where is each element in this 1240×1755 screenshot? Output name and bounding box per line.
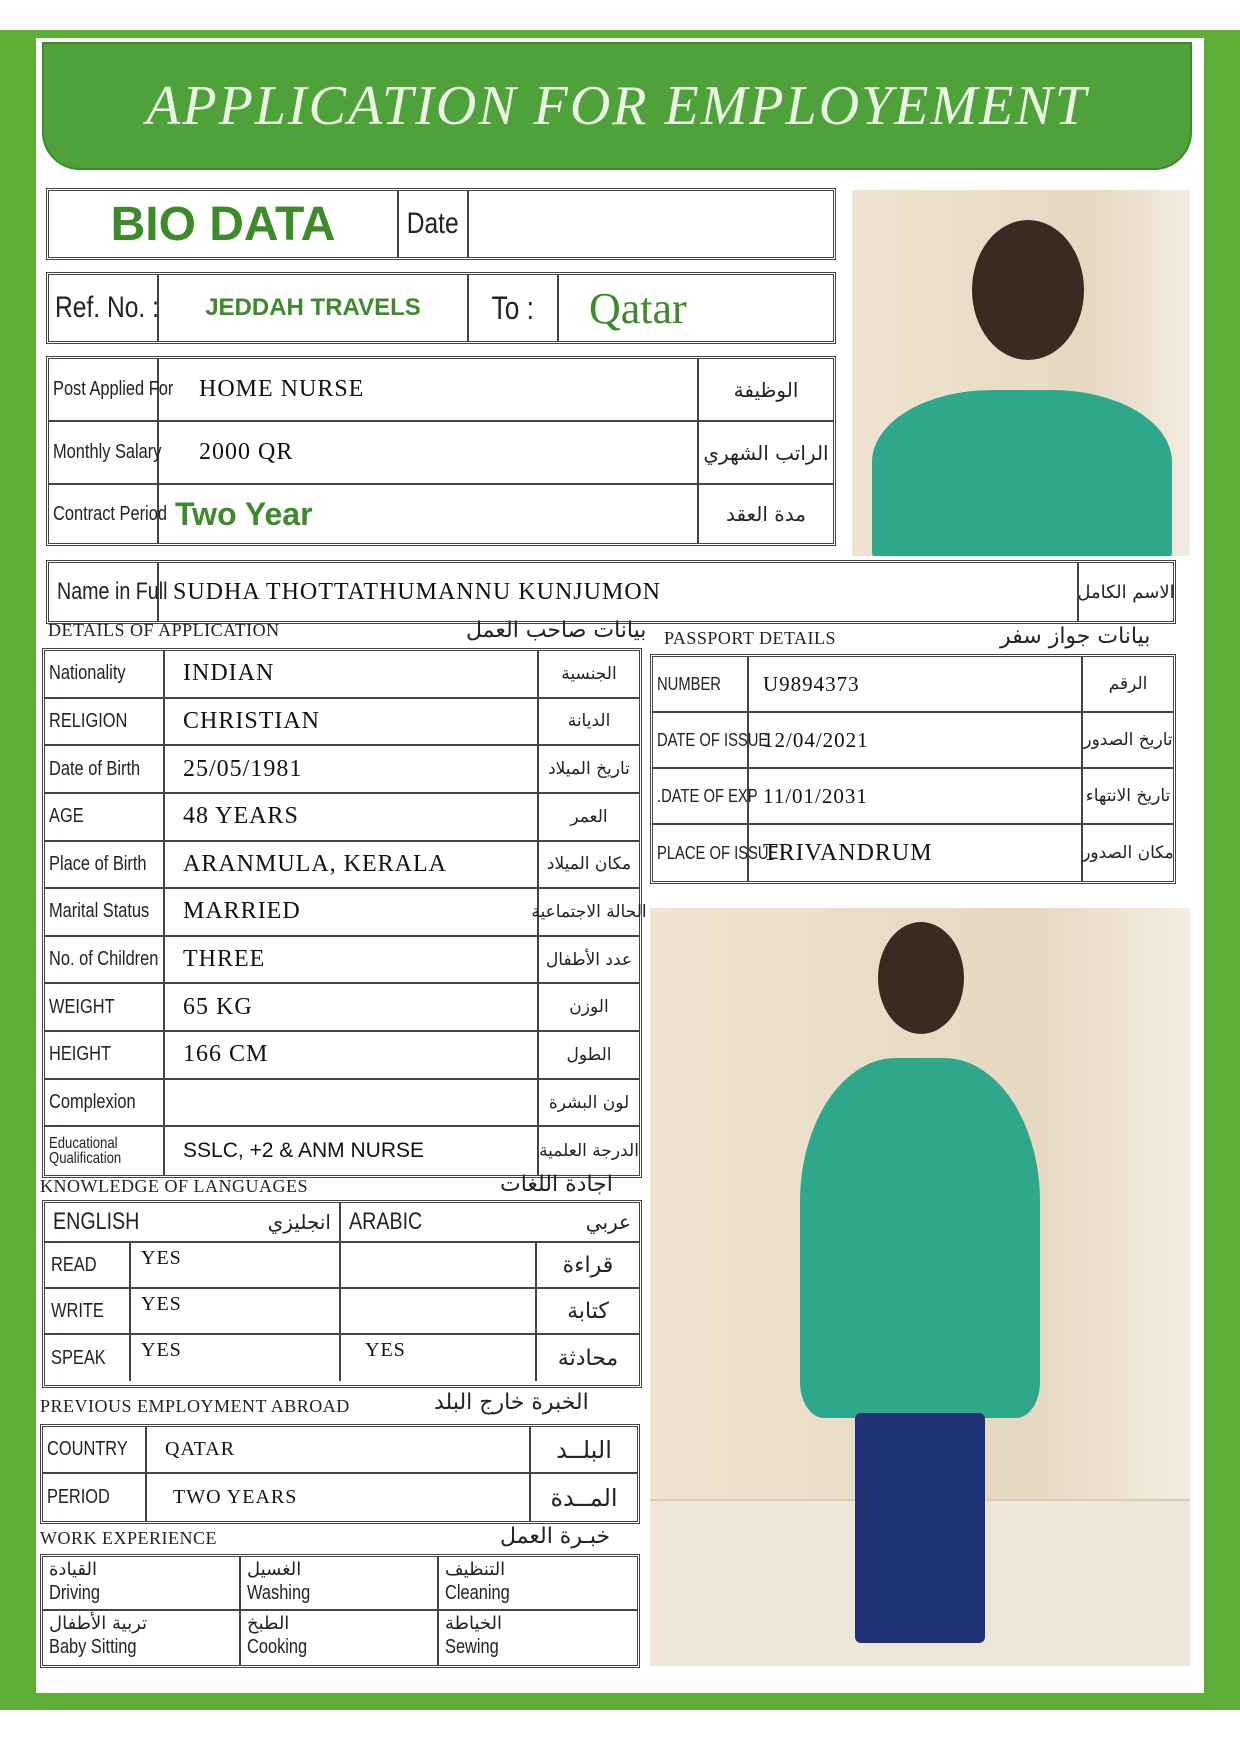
passport-value: 12/04/2021: [763, 727, 869, 752]
bio-data-title: BIO DATA: [110, 197, 336, 251]
details-row-weight: [45, 984, 639, 1032]
applicant-portrait-photo: [852, 190, 1190, 556]
details-label: AGE: [49, 805, 84, 828]
passport-row-number: [653, 657, 1173, 713]
details-value: 25/05/1981: [183, 755, 303, 782]
previous-value: TWO YEARS: [173, 1486, 298, 1508]
name-arabic: الاسم الكامل: [1077, 581, 1175, 603]
details-row-complexion: [45, 1080, 639, 1128]
details-row-date-of-birth: [45, 746, 639, 794]
work-item-label: Driving: [49, 1582, 101, 1604]
details-label: HEIGHT: [49, 1043, 111, 1066]
salary-value: 2000 QR: [199, 439, 294, 465]
language-skill-label: SPEAK: [51, 1346, 106, 1369]
details-label: Educational Qualification: [49, 1135, 122, 1168]
language-skill-arabic: قراءة: [562, 1252, 614, 1278]
bio-data-box: [46, 188, 836, 260]
language-skill-arabic: محادثة: [557, 1345, 619, 1371]
previous-label: COUNTRY: [47, 1438, 128, 1460]
form-title: APPLICATION FOR EMPLOYEMENT: [146, 75, 1088, 137]
to-value: Qatar: [589, 283, 687, 333]
previous-employment-table: [40, 1424, 640, 1524]
details-row-age: [45, 794, 639, 842]
languages-section-title: KNOWLEDGE OF LANGUAGES: [40, 1176, 308, 1196]
work-section-title-arabic: خبـرة العمل: [500, 1524, 611, 1549]
english-skill-value: YES: [141, 1339, 182, 1361]
languages-table: [42, 1200, 642, 1388]
work-item-sewing: [439, 1611, 637, 1665]
work-experience-grid: [40, 1554, 640, 1668]
details-arabic: تاريخ الميلاد: [548, 759, 630, 780]
previous-label: PERIOD: [47, 1486, 110, 1508]
details-arabic: الجنسية: [561, 663, 617, 684]
language-skill-arabic: كتابة: [567, 1298, 609, 1324]
passport-value: TRIVANDRUM: [763, 839, 933, 866]
passport-row-place-of-issue: [653, 825, 1173, 881]
arabic-header-arabic: عربي: [585, 1210, 631, 1234]
work-item-cleaning: [439, 1557, 637, 1611]
details-label: RELIGION: [49, 709, 128, 732]
english-header-arabic: انجليزي: [267, 1210, 331, 1234]
language-skill-label: WRITE: [51, 1299, 104, 1322]
passport-arabic: الرقم: [1108, 674, 1148, 694]
passport-label: PLACE OF ISSUE: [657, 842, 779, 863]
ref-label: Ref. No. :: [55, 291, 159, 324]
work-item-label: Cooking: [247, 1636, 308, 1658]
english-skill-value: YES: [141, 1293, 182, 1315]
contract-row: [49, 485, 833, 543]
details-value: 65 KG: [183, 993, 253, 1020]
details-label: Date of Birth: [49, 757, 141, 780]
previous-section-title: PREVIOUS EMPLOYMENT ABROAD: [40, 1396, 350, 1416]
post-box: [46, 356, 836, 546]
work-item-driving: [43, 1557, 241, 1611]
header-band: [42, 42, 1192, 170]
work-section-title: WORK EXPERIENCE: [40, 1528, 217, 1548]
details-arabic: الدرجة العلمية: [539, 1141, 639, 1162]
languages-section-title-arabic: اجادة اللغات: [500, 1172, 613, 1197]
previous-row-period: [43, 1474, 637, 1521]
details-arabic: الديانة: [567, 711, 611, 732]
language-row-read: [45, 1243, 639, 1289]
post-row: [49, 359, 833, 422]
previous-section-title-arabic: الخبرة خارج البلد: [434, 1390, 589, 1415]
details-row-place-of-birth: [45, 842, 639, 890]
details-value: 166 CM: [183, 1041, 269, 1068]
passport-section-title: PASSPORT DETAILS: [664, 628, 837, 648]
details-value: SSLC, +2 & ANM NURSE: [183, 1139, 424, 1163]
details-row-height: [45, 1032, 639, 1080]
details-arabic: عدد الأطفال: [545, 949, 633, 970]
work-item-label: Baby Sitting: [49, 1636, 137, 1658]
salary-row: [49, 422, 833, 485]
language-skill-label: READ: [51, 1253, 97, 1276]
details-label: Marital Status: [49, 900, 150, 923]
details-value: MARRIED: [183, 898, 301, 925]
work-item-arabic: القيادة: [49, 1559, 97, 1580]
salary-arabic: الراتب الشهري: [703, 440, 829, 465]
work-item-arabic: الخياطة: [445, 1613, 502, 1634]
work-item-arabic: الطبخ: [247, 1613, 290, 1634]
work-item-label: Sewing: [445, 1636, 499, 1658]
contract-value: Two Year: [175, 495, 313, 532]
passport-row-date-of-issue: [653, 713, 1173, 769]
arabic-skill-value: YES: [365, 1339, 406, 1361]
details-value: 48 YEARS: [183, 803, 299, 830]
ref-box: [46, 272, 836, 344]
name-label: Name in Full: [57, 578, 168, 605]
english-skill-value: YES: [141, 1247, 182, 1269]
details-section-title-arabic: بيانات صاحب العمل: [466, 618, 647, 643]
details-section-title: DETAILS OF APPLICATION: [48, 620, 280, 640]
passport-value: U9894373: [763, 671, 860, 696]
details-value: INDIAN: [183, 660, 275, 687]
work-item-label: Cleaning: [445, 1582, 510, 1604]
passport-label: .DATE OF EXP: [657, 785, 758, 806]
passport-arabic: تاريخ الصدور: [1083, 730, 1173, 750]
details-arabic: لون البشرة: [548, 1092, 630, 1113]
passport-label: NUMBER: [657, 673, 721, 694]
post-value: HOME NURSE: [199, 376, 365, 402]
work-item-label: Washing: [247, 1582, 311, 1604]
language-row-write: [45, 1289, 639, 1335]
details-label: No. of Children: [49, 948, 159, 971]
salary-label: Monthly Salary: [53, 441, 162, 463]
details-value: ARANMULA, KERALA: [183, 850, 447, 877]
details-arabic: العمر: [570, 806, 608, 827]
details-row-educational-qualification: [45, 1127, 639, 1175]
languages-header-row: [45, 1203, 639, 1243]
passport-table: [650, 654, 1176, 884]
details-label: Complexion: [49, 1091, 136, 1114]
previous-arabic: البلــد: [556, 1435, 612, 1464]
details-label: WEIGHT: [49, 995, 115, 1018]
details-arabic: مكان الميلاد: [546, 854, 632, 875]
work-item-cooking: [241, 1611, 439, 1665]
details-arabic: الوزن: [569, 997, 609, 1018]
ref-value: JEDDAH TRAVELS: [205, 294, 421, 321]
date-label: Date: [407, 207, 459, 240]
applicant-full-length-photo: [650, 908, 1190, 1666]
details-arabic: الطول: [566, 1044, 612, 1065]
passport-row-date-of-exp: [653, 769, 1173, 825]
details-arabic: الحالة الاجتماعية: [531, 901, 647, 922]
work-item-washing: [241, 1557, 439, 1611]
details-label: Nationality: [49, 662, 126, 685]
details-row-nationality: [45, 651, 639, 699]
details-row-religion: [45, 699, 639, 747]
passport-section-title-arabic: بيانات جواز سفر: [1000, 624, 1151, 649]
arabic-header: ARABIC: [349, 1208, 423, 1235]
details-table: [42, 648, 647, 1178]
name-value: SUDHA THOTTATHUMANNU KUNJUMON: [173, 578, 661, 605]
work-item-arabic: الغسيل: [247, 1559, 302, 1580]
details-value: THREE: [183, 946, 266, 973]
passport-arabic: مكان الصدور: [1082, 843, 1174, 863]
contract-label: Contract Period: [53, 502, 167, 525]
language-row-speak: [45, 1335, 639, 1381]
previous-arabic: المــدة: [550, 1483, 618, 1512]
passport-arabic: تاريخ الانتهاء: [1085, 786, 1171, 806]
details-row-marital-status: [45, 889, 647, 937]
name-box: [46, 560, 1176, 624]
passport-label: DATE OF ISSUE: [657, 729, 769, 750]
previous-row-country: [43, 1427, 637, 1474]
details-value: CHRISTIAN: [183, 707, 321, 734]
work-item-arabic: تربية الأطفال: [49, 1613, 148, 1634]
contract-arabic: مدة العقد: [726, 502, 806, 526]
post-arabic: الوظيفة: [733, 377, 799, 402]
to-label: To :: [491, 289, 535, 326]
passport-value: 11/01/2031: [763, 783, 868, 808]
post-label: Post Applied For: [53, 378, 174, 400]
details-label: Place of Birth: [49, 852, 147, 875]
work-item-baby-sitting: [43, 1611, 241, 1665]
details-row-no-of-children: [45, 937, 639, 985]
work-item-arabic: التنظيف: [445, 1559, 506, 1580]
previous-value: QATAR: [165, 1438, 236, 1460]
english-header: ENGLISH: [53, 1208, 140, 1235]
